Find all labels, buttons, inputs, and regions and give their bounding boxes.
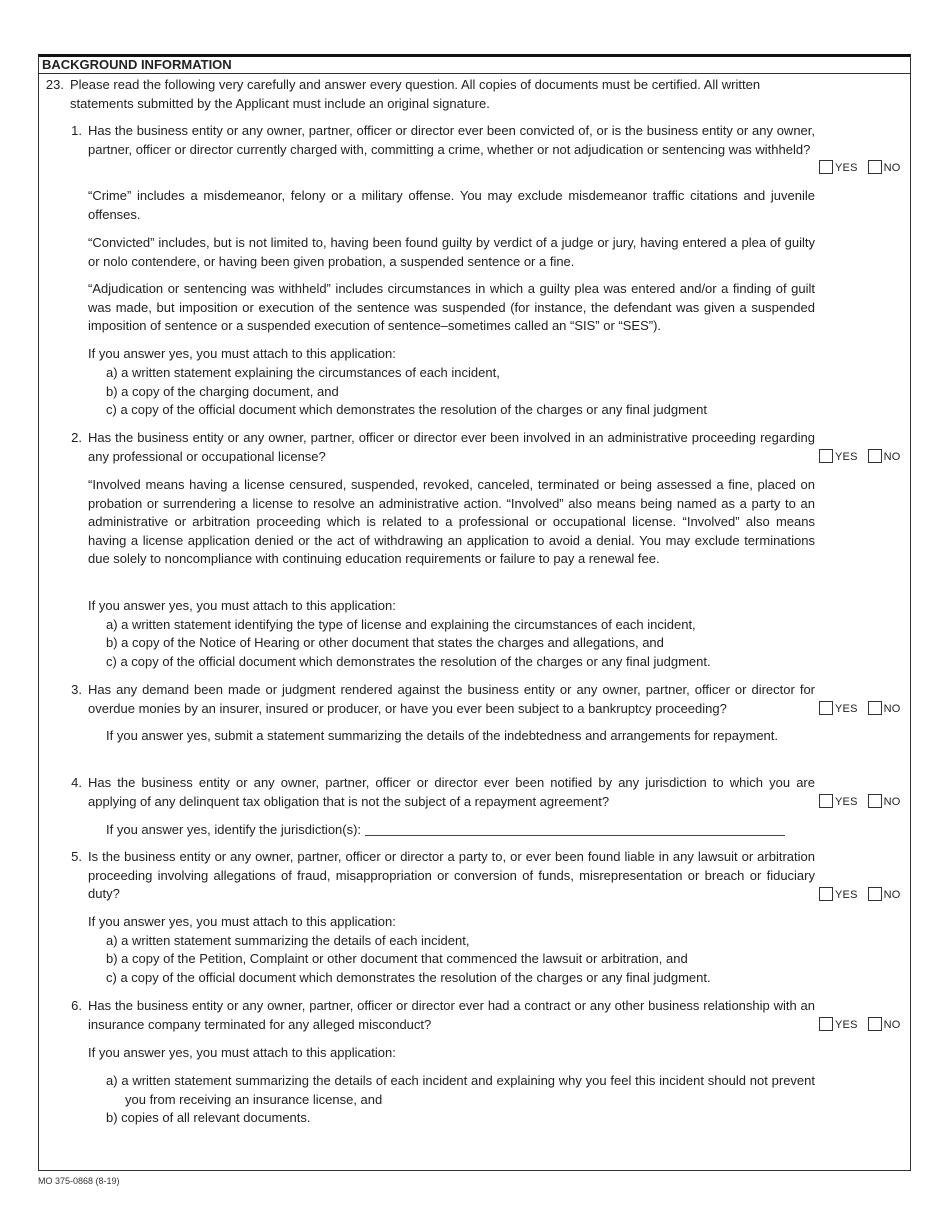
q1-question: Has the business entity or any owner, partner, officer or director ever been convicted of, or is the business entity or any owner, partner, officer or director currently charged with, committing a crime, whether or not adjudication or sentencing was withheld? <box>88 123 815 157</box>
q4-number: 4. <box>71 775 82 790</box>
q6-question: Has the business entity or any owner, partner, officer or director ever had a contract or any other business relationship with an insurance company terminated for any alleged misconduct? <box>88 998 815 1032</box>
q3-no-label: NO <box>883 703 901 715</box>
q6-attach-intro: If you answer yes, you must attach to this application: <box>88 1045 396 1060</box>
q5-attach-intro: If you answer yes, you must attach to this application: <box>88 914 396 929</box>
q5-item-a: a) a written statement summarizing the details of each incident, <box>106 933 470 948</box>
q1-answer <box>819 160 911 176</box>
q4-no-label: NO <box>883 796 901 808</box>
q2-item-c: c) a copy of the official document which demonstrates the resolution of the charges or any final judgment. <box>106 654 711 669</box>
q5-item-b: b) a copy of the Petition, Complaint or other document that commenced the lawsuit or arbitration, and <box>106 951 688 966</box>
q3-yes-label: YES <box>835 703 858 715</box>
q2-no-label: NO <box>883 451 901 463</box>
q2-item-a: a) a written statement identifying the type of license and explaining the circumstances of each incident, <box>106 617 696 632</box>
q5-answer <box>819 887 911 903</box>
q2-item-b: b) a copy of the Notice of Hearing or other document that states the charges and allegations, and <box>106 635 664 650</box>
q6-yes-label: YES <box>835 1019 858 1031</box>
q1-attach-intro: If you answer yes, you must attach to this application: <box>88 346 396 361</box>
q6-no-checkbox[interactable] <box>868 1017 882 1031</box>
q3-number: 3. <box>71 682 82 697</box>
q6-no-label: NO <box>883 1019 901 1031</box>
q1-item-c: c) a copy of the official document which demonstrates the resolution of the charges or any final judgment <box>106 402 707 417</box>
q5-yes-label: YES <box>835 889 858 901</box>
q4-yes-checkbox[interactable] <box>819 794 833 808</box>
q4-answer <box>819 794 911 810</box>
q4-jurisdiction-field[interactable] <box>365 823 785 836</box>
q2-number: 2. <box>71 430 82 445</box>
intro-text: Please read the following very carefully and answer every question. All copies of documents must be certified. All written statements submitted by the Applicant must include an original signature. <box>70 77 761 111</box>
q6-number: 6. <box>71 998 82 1013</box>
q2-yes-label: YES <box>835 451 858 463</box>
q1-item-a: a) a written statement explaining the circumstances of each incident, <box>106 365 500 380</box>
q6-yes-checkbox[interactable] <box>819 1017 833 1031</box>
q2-involved-definition: “Involved means having a license censured, suspended, revoked, canceled, terminated or being assessed a fine, placed on probation or surrendering a license to resolve an administrative action. “Involved” also means being named as a party to an administrative or arbitration proceeding which is related to a professional or occupational license. “Involved” also means having a license application denied or the act of withdrawing an application to avoid a denial. You may exclude terminations due solely to noncompliance with continuing education requirements or failure to pay a renewal fee. <box>88 477 815 566</box>
q2-answer <box>819 449 911 465</box>
form-id: MO 375-0868 (8-19) <box>38 1176 120 1186</box>
q1-crime-definition: “Crime” includes a misdemeanor, felony or a military offense. You may exclude misdemeanor traffic citations and juvenile offenses. <box>88 188 815 222</box>
q1-convicted-definition: “Convicted” includes, but is not limited to, having been found guilty by verdict of a judge or jury, having entered a plea of guilty or nolo contendere, or having been given probation, a suspended sentence or a fine. <box>88 235 815 269</box>
q5-no-checkbox[interactable] <box>868 887 882 901</box>
q1-yes-checkbox[interactable] <box>819 160 833 174</box>
q6-item-a: a) a written statement summarizing the details of each incident and explaining why you feel this incident should not prevent you from receiving an insurance license, and <box>106 1073 815 1107</box>
q5-item-c: c) a copy of the official document which demonstrates the resolution of the charges or any final judgment. <box>106 970 711 985</box>
q6-answer <box>819 1017 911 1033</box>
q3-answer <box>819 701 911 717</box>
q5-question: Is the business entity or any owner, partner, officer or director a party to, or ever been found liable in any lawsuit or arbitration proceeding involving allegations of fraud, misappropriation or conversion of funds, misrepresentation or breach or fiduciary duty? <box>88 849 815 901</box>
q1-number: 1. <box>71 123 82 138</box>
q4-jurisdiction-label: If you answer yes, identify the jurisdiction(s): <box>106 822 362 837</box>
q5-no-label: NO <box>883 889 901 901</box>
q4-no-checkbox[interactable] <box>868 794 882 808</box>
q4-yes-label: YES <box>835 796 858 808</box>
q2-attach-intro: If you answer yes, you must attach to this application: <box>88 598 396 613</box>
q1-withheld-definition: “Adjudication or sentencing was withheld” includes circumstances in which a guilty plea was entered and/or a finding of guilt was made, but imposition or execution of the sentence was suspended (for instance, the defendant was given a suspended imposition of sentence or a suspended execution of sentence–sometimes called an “SIS” or “SES”). <box>88 281 815 333</box>
q1-no-checkbox[interactable] <box>868 160 882 174</box>
q5-number: 5. <box>71 849 82 864</box>
section-title: BACKGROUND INFORMATION <box>38 57 911 74</box>
q1-yes-label: YES <box>835 162 858 174</box>
q2-no-checkbox[interactable] <box>868 449 882 463</box>
q4-jurisdiction-row <box>106 821 815 840</box>
q3-note: If you answer yes, submit a statement summarizing the details of the indebtedness and arrangements for repayment. <box>106 728 779 743</box>
q2-question: Has the business entity or any owner, partner, officer or director ever been involved in an administrative proceeding regarding any professional or occupational license? <box>88 430 815 464</box>
q5-yes-checkbox[interactable] <box>819 887 833 901</box>
q3-question: Has any demand been made or judgment rendered against the business entity or any owner, partner, officer or director for overdue monies by an insurer, insured or producer, or have you ever been subject to a bankruptcy proceeding? <box>88 682 815 716</box>
q3-no-checkbox[interactable] <box>868 701 882 715</box>
q4-question: Has the business entity or any owner, partner, officer or director ever been notified by any jurisdiction to which you are applying of any delinquent tax obligation that is not the subject of a repayment agreement? <box>88 775 815 809</box>
q1-item-b: b) a copy of the charging document, and <box>106 384 339 399</box>
q6-item-b: b) copies of all relevant documents. <box>106 1110 311 1125</box>
q1-no-label: NO <box>883 162 901 174</box>
q3-yes-checkbox[interactable] <box>819 701 833 715</box>
q2-yes-checkbox[interactable] <box>819 449 833 463</box>
intro-number: 23. <box>45 77 64 92</box>
